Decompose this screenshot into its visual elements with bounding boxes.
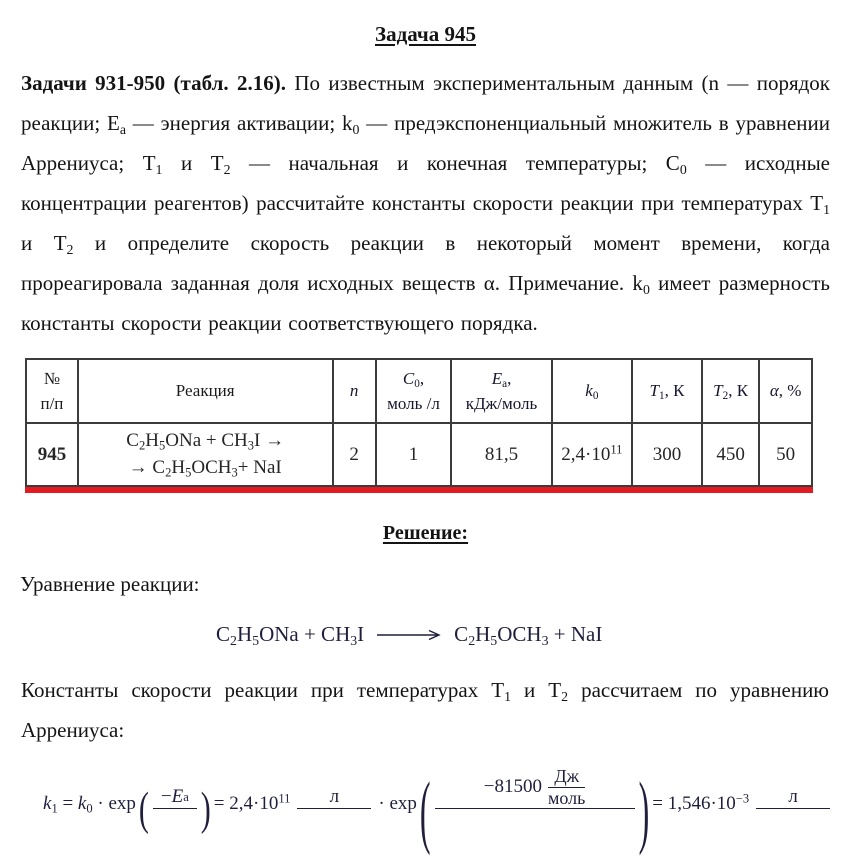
cell-alpha: 50	[759, 423, 812, 486]
unit-fraction-2: л	[756, 786, 830, 833]
formula-times-exp: · exp	[378, 792, 417, 814]
formula-eq1: = $2,4\cdot 10^{11}$	[213, 791, 291, 814]
fraction-bar	[153, 808, 197, 809]
page-title-text: Задача 945	[375, 22, 476, 46]
header-alpha: α, %	[759, 359, 812, 423]
header-ea: $E_а$, кДж/моль	[451, 359, 552, 423]
cell-ea: 81,5	[451, 423, 552, 486]
solution-heading: Решение:	[382, 522, 469, 545]
formula-eq2: = $1,546\cdot 10^{-3}$	[652, 791, 750, 814]
document-page	[0, 22, 851, 856]
table-row	[26, 423, 812, 486]
table-header-row	[26, 359, 812, 423]
open-paren: (	[138, 783, 149, 835]
header-t1: $T_1$, К	[632, 359, 702, 423]
equation-lhs: $C_2H_5ONa + CH_3I$	[216, 622, 365, 649]
header-k0: $k_0$	[552, 359, 632, 423]
intro-body: По известным экспериментальным данным (n — порядок реакции; $E_a$ — энергия активации; $k_0$ — предэкспоненциальный множитель в уравнении Аррениуса; $T_1$ и $T_2$ — начальная и конечная температуры; $C_0$ — исходные концентрации реагентов) рассчитайте константы скорости реакции при температурах $T_1$ и $T_2$ и определите скорость реакции в некоторый момент времени, когда прореагировала заданная доля исходных веществ α. Примечание. $k_0$ имеет размерность константы скорости реакции соответствующего порядка.	[21, 71, 831, 335]
conditions-table	[25, 358, 813, 487]
equation-label: Уравнение реакции:	[20, 572, 200, 597]
header-c0: $C_0$, моль /л	[376, 359, 451, 423]
exponent-fraction	[435, 766, 635, 853]
cell-reaction: $C_2H_5ONa + CH_3I$ → → $C_2H_5OCH_3+$ NaI	[78, 423, 333, 486]
cell-k0: $2,4\cdot 10^{11}$	[552, 423, 632, 486]
header-t2: $T_2$, К	[702, 359, 759, 423]
page-title	[0, 22, 851, 47]
arrhenius-formula	[40, 763, 834, 856]
unit-fraction-1: л	[297, 786, 371, 833]
close-paren-large: )	[638, 763, 650, 856]
intro-paragraph	[21, 63, 830, 343]
cell-num: 945	[26, 423, 78, 486]
formula-lhs: $k_1 = k_0 \cdot \exp$	[43, 792, 136, 816]
equation-rhs: $C_2H_5OCH_3$ + NaI	[454, 622, 603, 649]
cell-t2: 450	[702, 423, 759, 486]
joule-per-mole-fraction: Дж моль	[548, 766, 586, 808]
chemical-equation	[216, 622, 851, 647]
arrhenius-intro: Константы скорости реакции при температурах $T_1$ и $T_2$ рассчитаем по уравнению Аррениуса:	[21, 678, 829, 743]
header-n: n	[333, 359, 376, 423]
cell-c0: 1	[376, 423, 451, 486]
open-paren-large: (	[419, 763, 431, 856]
exponent-value: −81500	[483, 776, 542, 798]
cell-t1: 300	[632, 423, 702, 486]
intro-lead: Задачи 931-950 (табл. 2.16).	[21, 71, 286, 95]
long-right-arrow-icon	[376, 628, 442, 642]
cell-n: 2	[333, 423, 376, 486]
header-reaction: Реакция	[78, 359, 333, 423]
activation-energy-fraction: − E a	[153, 786, 197, 833]
header-num: № п/п	[26, 359, 78, 423]
close-paren: )	[200, 783, 211, 835]
red-underline	[25, 487, 813, 493]
